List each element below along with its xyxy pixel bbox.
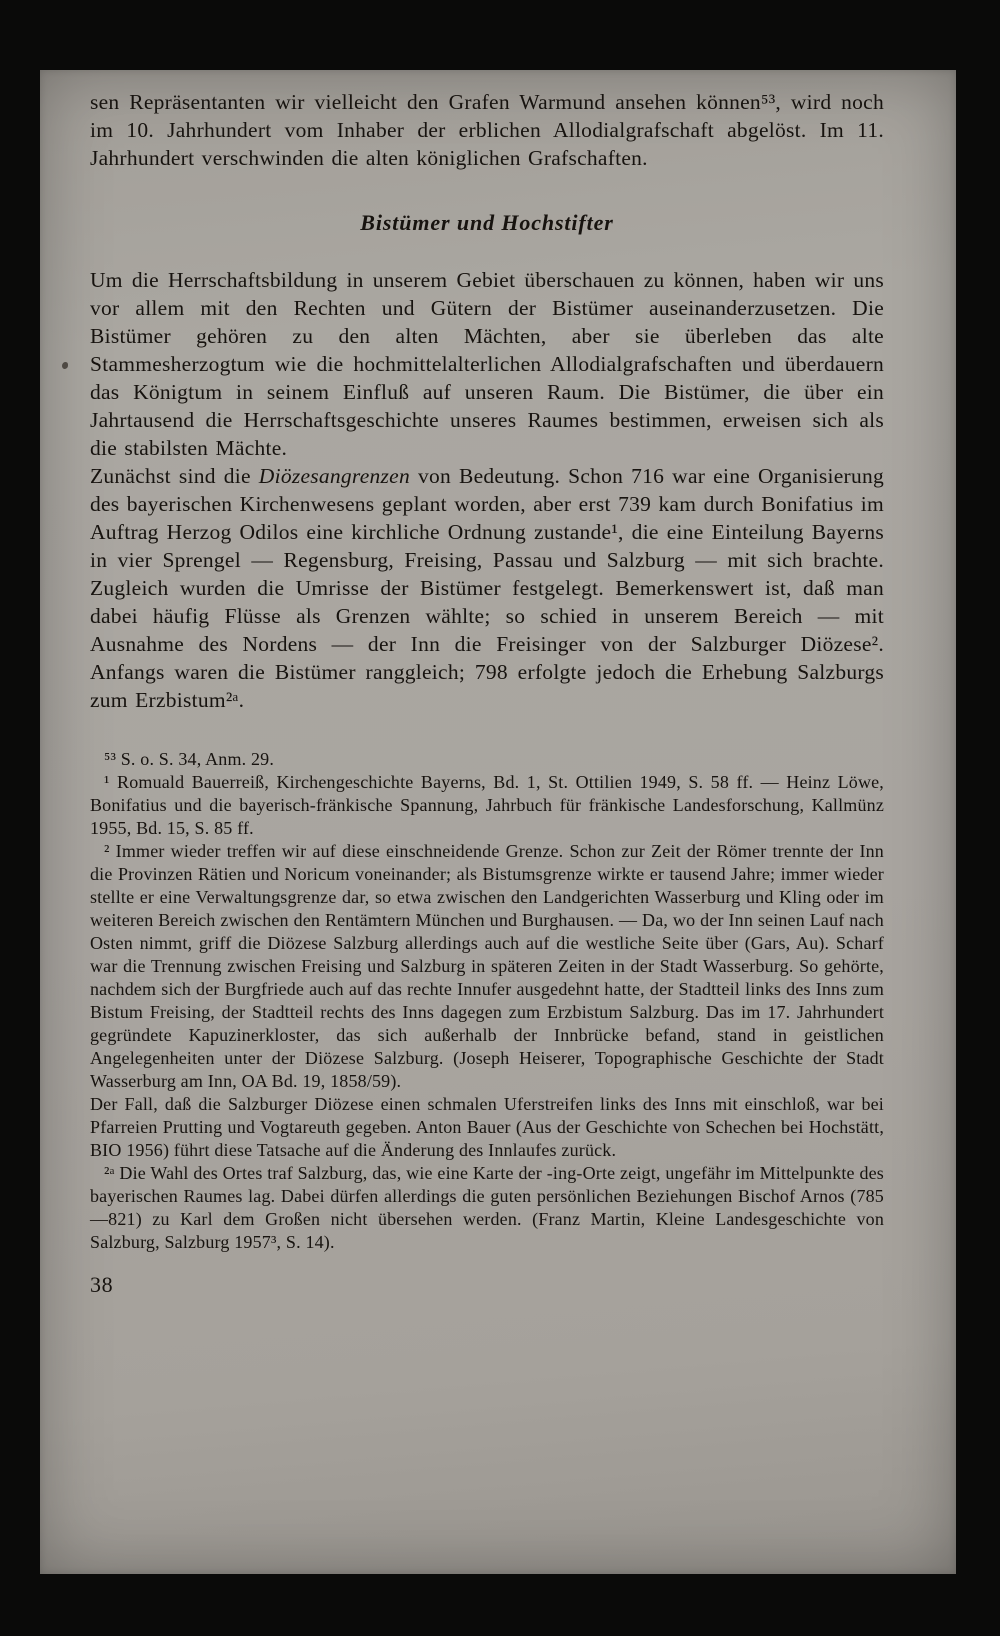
section-heading: Bistümer und Hochstifter: [360, 210, 614, 235]
footnote-2-continuation: Der Fall, daß die Salzburger Diözese einen schmalen Uferstreifen links des Inns mit einschloß, war bei Pfarreien Prutting und Vogtareuth gegeben. Anton Bauer (Aus der Geschichte von Schechen bei Hochstätt, BIO 1956) führt diese Tatsache auf die Änderung des Innlaufes zurück.: [90, 1094, 884, 1160]
paragraph-bistuemer: Um die Herrschaftsbildung in unserem Gebiet überschauen zu können, haben wir uns vor allem mit den Rechten und Gütern der Bistümer auseinanderzusetzen. Die Bistümer gehören zu den alten Mächten, aber sie überleben das alte Stammesherzogtum wie die hochmittelalterlichen Allodialgrafschaften und überdauern das Königtum in seinem Einfluß auf unseren Raum. Die Bistümer, die über ein Jahrtausend die Herrschaftsgeschichte unseres Raumes bestimmen, erweisen sich als die stabilsten Mächte.: [90, 268, 884, 460]
paragraph-rest-text: von Bedeutung. Schon 716 war eine Organisierung des bayerischen Kirchenwesens geplant worden, aber erst 739 kam durch Bonifatius im Auftrag Herzog Odilos eine kirchliche Ordnung zustande¹, die eine Einteilung Bayerns in vier Sprengel — Regensburg, Freising, Passau und Salzburg — mit sich brachte. Zugleich wurden die Umrisse der Bistümer festgelegt. Bemerkenswert ist, daß man dabei häufig Flüsse als Grenzen wählte; so schied in unserem Bereich — mit Ausnahme des Nordens — der Inn die Freisinger von der Salzburger Diözese². Anfangs waren die Bistümer ranggleich; 798 erfolgte jedoch die Erhebung Salzburgs zum Erzbistum²ᵃ.: [90, 464, 884, 712]
emphasized-term: Diözesangrenzen: [258, 464, 410, 488]
scan-artifact-speck: [62, 362, 68, 369]
page-number: 38: [90, 1272, 114, 1297]
paragraph-lead-text: Zunächst sind die: [90, 464, 259, 488]
footnote-1: ¹ Romuald Bauerreiß, Kirchengeschichte Bayerns, Bd. 1, St. Ottilien 1949, S. 58 ff. — Heinz Löwe, Bonifatius und die bayerisch-fränkische Spannung, Jahrbuch für fränkische Landesforschung, Kallmünz 1955, Bd. 15, S. 85 ff.: [90, 772, 884, 838]
paragraph-continuation: sen Repräsentanten wir vielleicht den Grafen Warmund ansehen können⁵³, wird noch im 10. Jahrhundert vom Inhaber der erblichen Allodialgrafschaft abgelöst. Im 11. Jahrhundert verschwinden die alten königlichen Grafschaften.: [90, 90, 884, 170]
footnotes-section: [90, 748, 884, 1254]
footnote-53: ⁵³ S. o. S. 34, Anm. 29.: [104, 749, 275, 769]
footnote-2a: ²ᵃ Die Wahl des Ortes traf Salzburg, das, wie eine Karte der -ing-Orte zeigt, ungefähr im Mittelpunkte des bayerischen Raumes lag. Dabei dürfen allerdings die guten persönlichen Beziehungen Bischof Arnos (785—821) zu Karl dem Großen nicht übersehen werden. (Franz Martin, Kleine Landesgeschichte von Salzburg, Salzburg 1957³, S. 14).: [90, 1163, 884, 1252]
book-page: [40, 70, 956, 1574]
footnote-2: ² Immer wieder treffen wir auf diese einschneidende Grenze. Schon zur Zeit der Römer trennte der Inn die Provinzen Rätien und Noricum voneinander; als Bistumsgrenze wirkte er tausend Jahre; immer wieder stellte er eine Verwaltungsgrenze dar, so etwa zwischen den Landgerichten Wasserburg und Kling oder im weiteren Bereich zwischen den Rentämtern München und Burghausen. — Da, wo der Inn seinen Lauf nach Osten nimmt, griff die Diözese Salzburg allerdings auch auf die westliche Seite über (Gars, Au). Scharf war die Trennung zwischen Freising und Salzburg in späteren Zeiten in der Stadt Wasserburg. So gehörte, nachdem sich der Burgfriede auch auf das rechte Innufer ausgedehnt hatte, der Stadtteil links des Inns zum Bistum Freising, der Stadtteil rechts des Inns dagegen zum Erzbistum Salzburg. Das im 17. Jahrhundert gegründete Kapuzinerkloster, das sich außerhalb der Innbrücke befand, stand in geistlichen Angelegenheiten unter der Diözese Salzburg. (Joseph Heiserer, Topographische Geschichte der Stadt Wasserburg am Inn, OA Bd. 19, 1858/59).: [90, 841, 884, 1091]
paragraph-dioezesangrenzen: [90, 462, 884, 714]
